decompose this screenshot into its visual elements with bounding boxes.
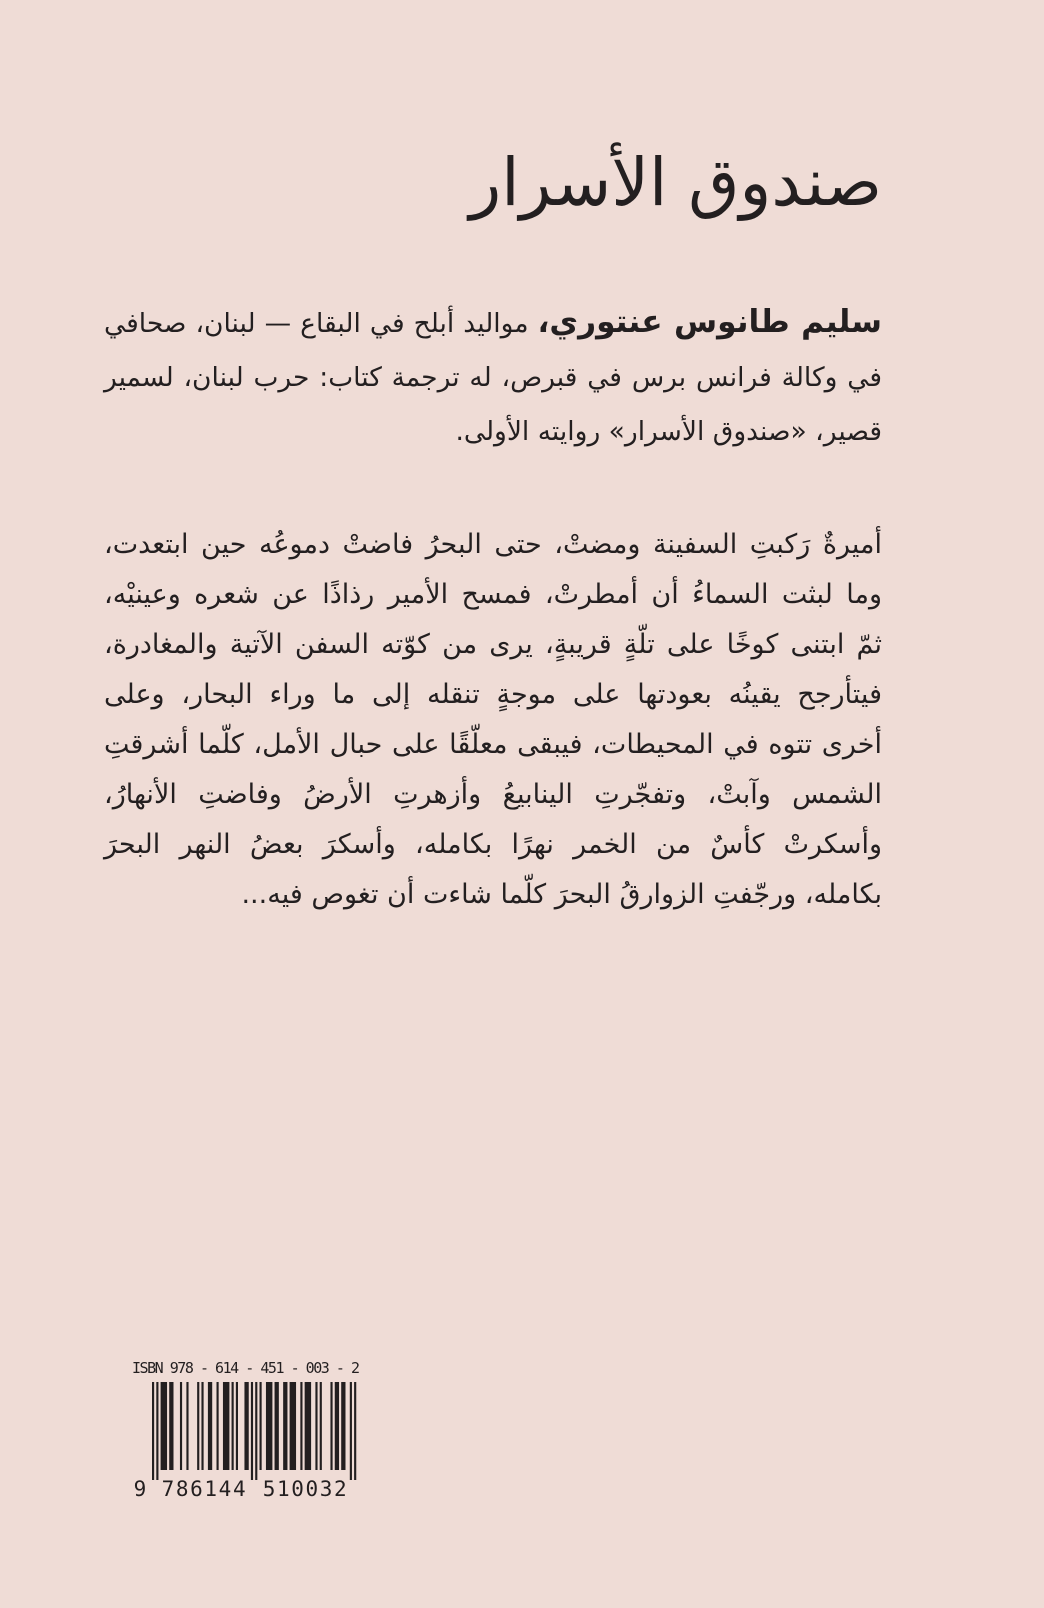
blurb-line: فيتأرجح يقينُه بعودتها على موجةٍ تنقله إلى ما وراء البحار، وعلى (104, 679, 882, 710)
barcode-bar (236, 1382, 238, 1470)
barcode-bar (232, 1382, 234, 1470)
barcode-bar (169, 1382, 173, 1470)
blurb-line: أخرى تتوه في المحيطات، فيبقى معلّقًا على حبال الأمل، كلّما أشرقتِ (104, 729, 882, 760)
barcode-bar (315, 1382, 317, 1470)
author-bio-line: في وكالة فرانس برس في قبرص، له ترجمة كتاب: حرب لبنان، لسمير (104, 362, 882, 393)
barcode-bar (260, 1382, 262, 1470)
barcode-bar (244, 1382, 248, 1470)
author-bio (104, 295, 882, 459)
author-bio-line (104, 295, 882, 351)
barcode-bar (266, 1382, 272, 1470)
barcode-bar (208, 1382, 212, 1470)
barcode-bars (152, 1382, 356, 1480)
barcode-bar (223, 1382, 229, 1470)
author-bio-text: مواليد أبلح في البقاع — لبنان، صحافي (104, 308, 529, 339)
blurb (104, 520, 882, 920)
book-title: صندوق الأسرار (469, 144, 882, 221)
barcode-digit-prefix: 9 (133, 1477, 147, 1501)
barcode-bar (217, 1382, 219, 1470)
barcode-bar (320, 1382, 322, 1470)
isbn-barcode (128, 1356, 368, 1502)
blurb-line: وأسكرتْ كأسٌ من الخمر نهرًا بكامله، وأسكرَ بعضُ النهر البحرَ (104, 829, 882, 860)
barcode-bar (197, 1382, 199, 1470)
barcode-guard-bar (152, 1382, 154, 1480)
barcode-bar (201, 1382, 203, 1470)
barcode-bar (305, 1382, 311, 1470)
barcode-bar (330, 1382, 332, 1470)
barcode-digits-right: 510032 (262, 1477, 347, 1501)
blurb-line: بكامله، ورجّفتِ الزوارقُ البحرَ كلّما شاءت أن تغوص فيه... (241, 879, 882, 910)
blurb-line: ثمّ ابتنى كوخًا على تلّةٍ قريبةٍ، يرى من كوّته السفن الآتية والمغادرة، (104, 629, 882, 660)
blurb-line: أميرةٌ رَكبتِ السفينة ومضتْ، حتى البحرُ فاضتْ دموعُه حين ابتعدت، (104, 529, 882, 560)
barcode-bar (290, 1382, 296, 1470)
barcode-bar (283, 1382, 287, 1470)
barcode-bar (161, 1382, 167, 1470)
barcode-bar (300, 1382, 302, 1470)
barcode-guard-bar (255, 1382, 257, 1480)
barcode-guard-bar (251, 1382, 253, 1480)
author-bio-line: قصير، «صندوق الأسرار» روايته الأولى. (455, 416, 882, 447)
barcode-guard-bar (156, 1382, 158, 1480)
barcode-bar (180, 1382, 182, 1470)
barcode-bar (341, 1382, 345, 1470)
author-name: سليم طانوس عنتوري، (537, 304, 882, 340)
barcode-guard-bar (350, 1382, 352, 1480)
isbn-label: ISBN 978 - 614 - 451 - 003 - 2 (132, 1359, 360, 1377)
barcode-bar (335, 1382, 339, 1470)
barcode-bar (275, 1382, 279, 1470)
blurb-line: وما لبثت السماءُ أن أمطرتْ، فمسح الأمير رذاذًا عن شعره وعينيْه، (104, 579, 882, 610)
blurb-line: الشمس وآبتْ، وتفجّرتِ الينابيعُ وأزهرتِ الأرضُ وفاضتِ الأنهارُ، (104, 779, 882, 810)
barcode-guard-bar (354, 1382, 356, 1480)
barcode-digits-left: 786144 (161, 1477, 246, 1501)
barcode-bar (186, 1382, 188, 1470)
